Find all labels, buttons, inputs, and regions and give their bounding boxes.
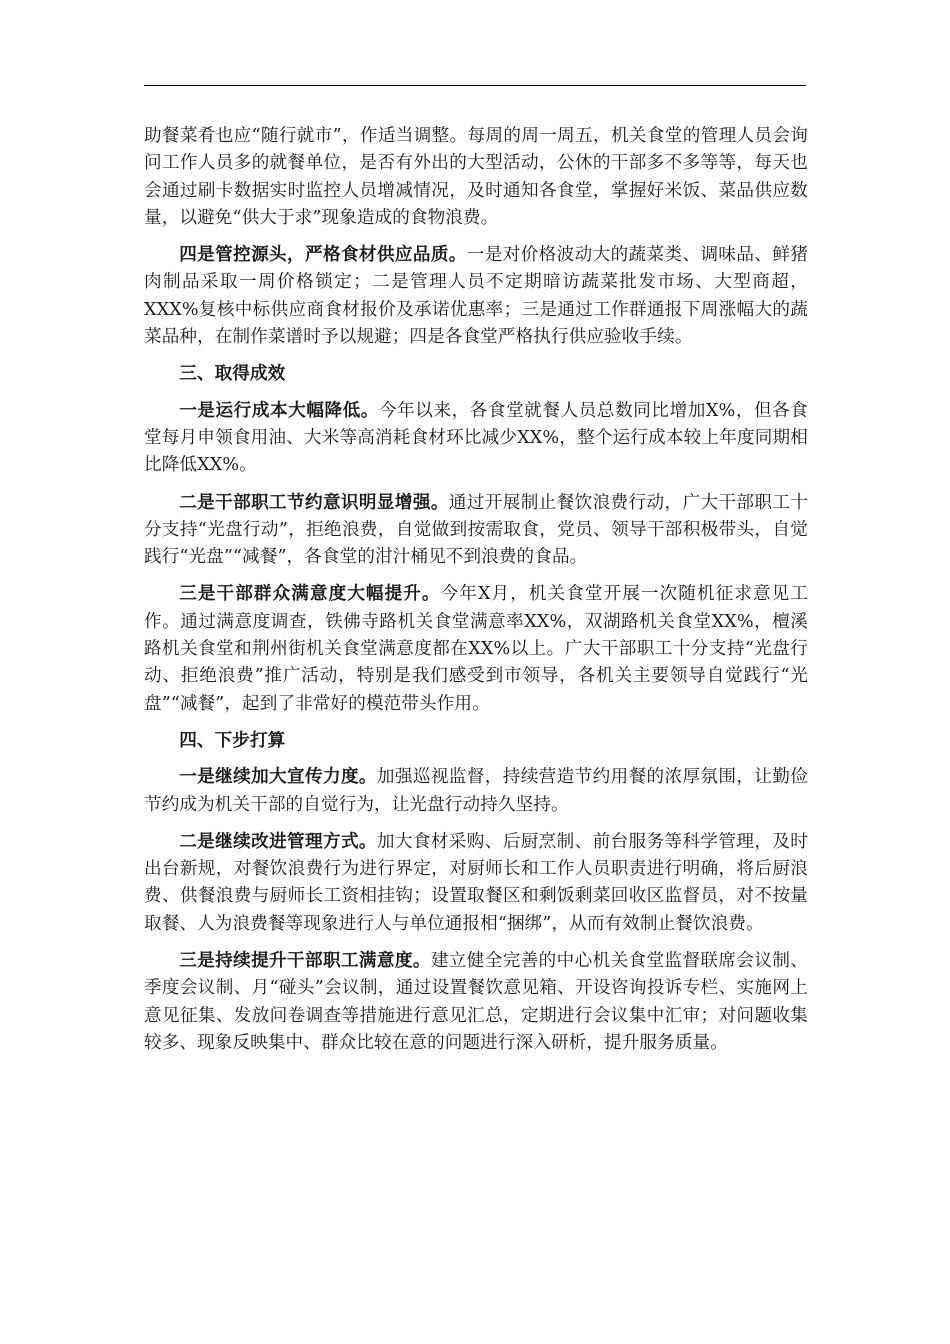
paragraph-satisfaction [144, 580, 808, 717]
paragraph-text: 助餐菜肴也应“随行就市”，作适当调整。每周的周一周五，机关食堂的管理人员会询问工作人员多的就餐单位，是否有外出的大型活动，公休的干部多不多等等，每天也会通过刷卡数据实时监控人员增减情况，及时通知各食堂，掌握好米饭、菜品供应数量，以避免“供大于求”现象造成的食物浪费。 [144, 126, 808, 228]
paragraph-lead: 三是干部群众满意度大幅提升。 [179, 583, 441, 605]
section-heading-results: 三、取得成效 [179, 363, 286, 385]
paragraph-lead: 一是运行成本大幅降低。 [179, 399, 379, 421]
document-body [144, 123, 808, 1066]
paragraph-lead: 一是继续加大宣传力度。 [179, 766, 377, 788]
section-heading-next-steps: 四、下步打算 [179, 729, 286, 751]
paragraph-management [144, 828, 808, 938]
paragraph-lead: 二是干部职工节约意识明显增强。 [179, 491, 449, 513]
paragraph-cost-reduction [144, 397, 808, 480]
paragraph-text: 今年X月，机关食堂开展一次随机征求意见工作。通过满意度调查，铁佛寺路机关食堂满意率XX%，双湖路机关食堂XX%，檀溪路机关食堂和荆州街机关食堂满意度都在XX%以上。广大干部职工十分支持“光盘行动、拒绝浪费”推广活动，特别是我们感受到市领导，各机关主要领导自觉践行“光盘”“减餐”，起到了非常好的模范带头作用。 [144, 584, 809, 714]
header-rule [144, 85, 806, 86]
paragraph-staff-satisfaction [144, 947, 808, 1057]
paragraph-text: 今年以来，各食堂就餐人员总数同比增加X%，但各食堂每月申领食用油、大米等高消耗食材环比减少XX%，整个运行成本较上年度同期相比降低XX%。 [144, 400, 808, 476]
paragraph-text: 加强巡视监督，持续营造节约用餐的浓厚氛围，让勤俭节约成为机关干部的自觉行为，让光盘行动持久坚持。 [144, 767, 808, 815]
paragraph-text: 一是对价格波动大的蔬菜类、调味品、鲜猪肉制品采取一周价格锁定；二是管理人员不定期暗访蔬菜批发市场、大型商超，XXX%复核中标供应商食材报价及承诺优惠率；三是通过工作群通报下周涨幅大的蔬菜品种，在制作菜谱时予以规避；四是各食堂严格执行供应验收手续。 [144, 245, 809, 348]
paragraph-lead: 二是继续改进管理方式。 [179, 830, 377, 852]
paragraph-publicity [144, 763, 808, 819]
paragraph-text: 加大食材采购、后厨烹制、前台服务等科学管理，及时出台新规，对餐饮浪费行为进行界定，对厨师长和工作人员职责进行明确，将后厨浪费、供餐浪费与厨师长工资相挂钩；设置取餐区和剩饭剩菜回收区监督员，对不按量取餐、人为浪费餐等现象进行人与单位通报相“捆绑”，从而有效制止餐饮浪费。 [144, 831, 808, 934]
paragraph-lead: 四是管控源头，严格食材供应品质。 [179, 244, 467, 266]
paragraph-text: 通过开展制止餐饮浪费行动，广大干部职工十分支持“光盘行动”，拒绝浪费，自觉做到按需取食，党员、领导干部积极带头，自觉践行“光盘”“减餐”，各食堂的泔汁桶见不到浪费的食品。 [144, 492, 808, 568]
paragraph-awareness [144, 489, 808, 572]
paragraph-continuation [144, 123, 808, 232]
paragraph-lead: 三是持续提升干部职工满意度。 [179, 950, 431, 972]
paragraph-text: 建立健全完善的中心机关食堂监督联席会议制、季度会议制、月“碰头”会议制，通过设置餐饮意见箱、开设咨询投诉专栏、实施网上意见征集、发放问卷调查等措施进行意见汇总，定期进行会议集中汇审；对问题收集较多、现象反映集中、群众比较在意的问题进行深入研析，提升服务质量。 [144, 951, 808, 1053]
paragraph-source-control [144, 241, 808, 351]
